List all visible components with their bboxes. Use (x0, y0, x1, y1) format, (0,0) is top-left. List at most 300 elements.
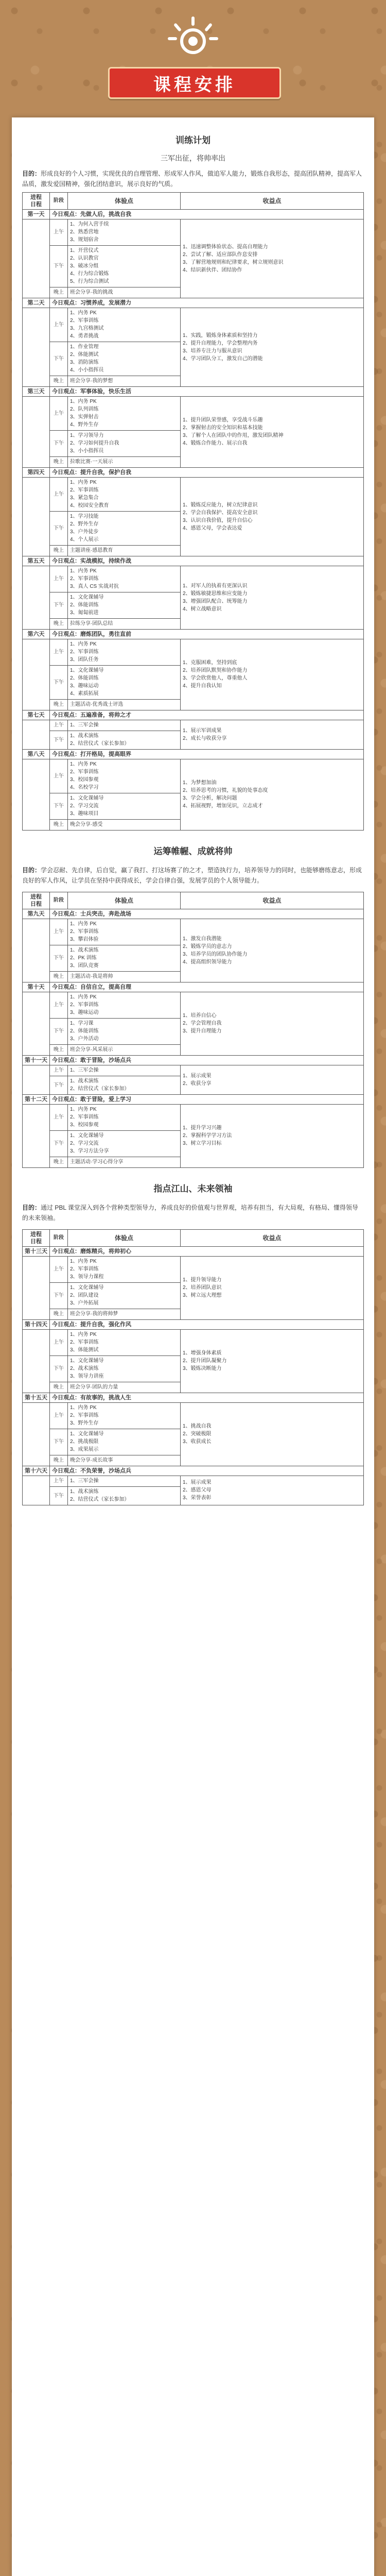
period-label: 下午 (50, 431, 68, 457)
day-label: 第十四天 (23, 1320, 50, 1330)
gain-cell (181, 1257, 364, 1320)
list-item: 1、三军会操 (70, 722, 99, 728)
period-label: 下午 (50, 1429, 68, 1455)
list-item: 2、挑战极限 (70, 1439, 99, 1445)
list-item: 3、成果展示 (70, 1447, 99, 1452)
list-item: 3、野外生存 (70, 1420, 99, 1426)
theme-row (23, 1095, 364, 1105)
list-item: 4、小小指挥员 (70, 367, 104, 373)
period-label: 上午 (50, 1403, 68, 1429)
list-item: 2、体能训练 (70, 1028, 99, 1034)
period-label: 晚上 (50, 1157, 68, 1168)
header-process: 进程 (30, 1231, 42, 1238)
list-item: 主题讲座·感恩教育 (70, 548, 113, 553)
period-label: 下午 (50, 793, 68, 820)
day-theme: 今日观点：自信自立，提高自理 (50, 982, 364, 992)
list-item: 1、提升学习兴趣 (183, 1125, 222, 1131)
period-label: 下午 (50, 1131, 68, 1157)
list-item: 3、户外拓展 (70, 1300, 99, 1306)
list-item: 2、军事训练 (70, 1266, 99, 1272)
experience-cell (68, 566, 181, 592)
day-label: 第十一天 (23, 1056, 50, 1065)
list-item: 3、培养专注力与服从意识 (183, 348, 242, 354)
list-item: 2、结营仪式（家长参加） (70, 1086, 130, 1092)
period-label: 晚上 (50, 287, 68, 298)
list-item: 3、趣味项目 (70, 811, 99, 817)
section-goal-label: 目的： (22, 867, 41, 874)
list-item: 2、感恩父母 (183, 1487, 212, 1493)
list-item: 2、学会自我保护、提高安全意识 (183, 510, 258, 516)
list-item: 1、内务 PK (70, 310, 97, 316)
list-item: 2、认识教官 (70, 256, 99, 261)
list-item: 2、结营仪式（家长参加） (70, 741, 130, 747)
list-item: 3、消防演练 (70, 360, 99, 365)
day-label: 第十五天 (23, 1393, 50, 1403)
day-label: 第八天 (23, 750, 50, 759)
experience-cell (68, 820, 181, 831)
experience-cell (68, 546, 181, 556)
day-label: 第十六天 (23, 1466, 50, 1476)
period-label: 上午 (50, 308, 68, 342)
page-title-banner (108, 67, 281, 99)
list-item: 2、军事训练 (70, 487, 99, 493)
day-spacer (23, 1403, 50, 1466)
header-day-label: 日程 (30, 1239, 42, 1245)
table-row (23, 219, 364, 246)
list-item: 3、领导力课程 (70, 1274, 104, 1280)
experience-cell (68, 1257, 181, 1283)
period-label: 晚上 (50, 972, 68, 982)
section-title: 运筹帷幄、成就将帅 (153, 846, 233, 856)
section-goal (22, 1202, 364, 1223)
list-item: 1、战术演练 (70, 1489, 99, 1495)
day-label: 第十三天 (23, 1247, 50, 1257)
period-label: 晚上 (50, 1045, 68, 1056)
period-label: 下午 (50, 1019, 68, 1045)
experience-cell (68, 639, 181, 666)
period-label: 上午 (50, 1065, 68, 1076)
list-item: 3、荣誉表彰 (183, 1495, 212, 1501)
list-item: 2、培养思考的习惯，礼貌的处事态度 (183, 788, 268, 793)
list-item: 1、内务 PK (70, 641, 97, 647)
day-theme: 今日观点：习惯养成，发展潜力 (50, 298, 364, 308)
list-item: 1、文化课辅导 (70, 668, 104, 673)
period-label: 下午 (50, 731, 68, 750)
list-item: 2、培养团队默契和协作能力 (183, 668, 248, 673)
list-item: 4、结识新伙伴、团结协作 (183, 267, 242, 273)
day-spacer (23, 1065, 50, 1095)
list-item: 1、文化课辅导 (70, 1133, 104, 1139)
experience-cell (68, 1019, 181, 1045)
list-item: 3、破冰分组 (70, 263, 99, 269)
list-item: 3、学会分析，解决问题 (183, 795, 237, 801)
header-period: 阶段 (50, 892, 68, 909)
list-item: 2、军事训练 (70, 769, 99, 775)
period-label: 下午 (50, 592, 68, 619)
list-item: 1、学习技能 (70, 514, 99, 519)
day-spacer (23, 919, 50, 982)
list-item: 2、成长与收获分享 (183, 735, 227, 741)
theme-row (23, 1393, 364, 1403)
theme-row (23, 1320, 364, 1330)
list-item: 3、领导力讲座 (70, 1374, 104, 1379)
list-item: 3、小小指挥员 (70, 448, 104, 454)
period-label: 下午 (50, 246, 68, 287)
period-label: 下午 (50, 1356, 68, 1382)
list-item: 1、提升团队荣誉感，享受战斗乐趣 (183, 417, 263, 423)
period-label: 下午 (50, 342, 68, 376)
experience-cell (68, 759, 181, 793)
list-item: 4、树立战略意识 (183, 606, 222, 612)
period-label: 晚上 (50, 619, 68, 630)
list-item: 1、内务 PK (70, 1405, 97, 1411)
list-item: 1、增强身体素质 (183, 1350, 222, 1356)
list-item: 3、趣味运动 (70, 1010, 99, 1015)
header-experience: 体验点 (68, 1230, 181, 1247)
day-spacer (23, 308, 50, 387)
logo-icon (165, 14, 221, 56)
theme-row (23, 1056, 364, 1065)
table-row (23, 1403, 364, 1429)
gain-cell (181, 639, 364, 710)
list-item: 2、军事训练 (70, 1002, 99, 1008)
day-theme: 今日观点：提升自我，保护自我 (50, 468, 364, 478)
list-item: 1、实践，锻炼身体素质和坚持力 (183, 332, 258, 338)
list-item: 1、战术演练 (70, 947, 99, 953)
period-label: 上午 (50, 1476, 68, 1487)
theme-row (23, 710, 364, 720)
list-item: 1、战术演练 (70, 733, 99, 739)
list-item: 1、内务 PK (70, 921, 97, 927)
list-item: 2、战术演练 (70, 1366, 99, 1371)
list-item: 1、对军人的执着有更深认识 (183, 583, 248, 589)
period-label: 上午 (50, 1105, 68, 1131)
list-item: 3、团队任务 (70, 657, 99, 663)
table-header-row (23, 1230, 364, 1247)
day-label: 第十二天 (23, 1095, 50, 1105)
list-item: 主题活动·优秀战士评选 (70, 702, 124, 707)
period-label: 下午 (50, 1283, 68, 1309)
list-item: 晚会分享·成长故事 (70, 1458, 113, 1463)
experience-cell (68, 592, 181, 619)
experience-cell (68, 1356, 181, 1382)
list-item: 2、野外生存 (70, 521, 99, 527)
period-label: 上午 (50, 919, 68, 945)
table-row (23, 639, 364, 666)
gain-cell (181, 919, 364, 982)
day-spacer (23, 1105, 50, 1168)
gain-cell (181, 397, 364, 468)
table-row (23, 566, 364, 592)
list-item: 3、户外活动 (70, 1036, 99, 1042)
period-label: 下午 (50, 1076, 68, 1095)
day-label: 第九天 (23, 909, 50, 919)
gain-cell (181, 1476, 364, 1505)
day-spacer (23, 992, 50, 1056)
day-label: 第十天 (23, 982, 50, 992)
gain-cell (181, 1330, 364, 1393)
period-label: 晚上 (50, 820, 68, 831)
experience-cell (68, 1382, 181, 1393)
list-item: 2、锻炼学员的意志力 (183, 943, 232, 950)
period-label: 下午 (50, 945, 68, 972)
list-item: 1、三军会操 (70, 1478, 99, 1484)
day-spacer (23, 639, 50, 710)
list-item: 4、锻炼合作能力、展示自我 (183, 440, 248, 446)
list-item: 3、锻炼决断能力 (183, 1366, 222, 1371)
header-day (23, 193, 50, 210)
header-gain: 收益点 (181, 193, 364, 210)
list-item: 3、规划宿舍 (70, 237, 99, 243)
experience-cell (68, 342, 181, 376)
experience-cell (68, 700, 181, 710)
list-item: 3、学习方法分享 (70, 1148, 109, 1154)
day-theme: 今日观点：先做人后，挑战自我 (50, 210, 364, 219)
list-item: 1、迅速调整体验状态、提高自理能力 (183, 244, 268, 250)
experience-cell (68, 457, 181, 468)
section-goal-text: 学会忍耐、先自律，后自觉，赢了我打、打这场赛了的之才，塑造执行力，培养领导力的同时，也能够磨练意志，形成良好的军人作风，让学员在坚持中获得成长，学会自律自强，发展学员的个人领导能力。 (22, 867, 362, 884)
list-item: 3、了解个人在团队中的作用，激发团队精神 (183, 433, 284, 438)
list-item: 2、提升团队凝聚力 (183, 1358, 227, 1364)
list-item: 3、攀岩体验 (70, 937, 99, 942)
period-label: 上午 (50, 219, 68, 246)
day-spacer (23, 1330, 50, 1393)
theme-row (23, 387, 364, 397)
list-item: 主题活动·学习心得分享 (70, 1159, 124, 1165)
experience-cell (68, 1403, 181, 1429)
list-item: 晚会分享·感受 (70, 822, 103, 827)
day-theme: 今日观点：不负荣誉，沙场点兵 (50, 1466, 364, 1476)
day-spacer (23, 1257, 50, 1320)
list-item: 3、真人 CS 实战对抗 (70, 584, 119, 589)
list-item: 1、文化课辅导 (70, 1285, 104, 1291)
list-item: 2、尝试了解、适应部队作息安排 (183, 251, 258, 258)
experience-cell (68, 1065, 181, 1076)
theme-row (23, 630, 364, 639)
day-spacer (23, 219, 50, 298)
period-label: 晚上 (50, 1455, 68, 1466)
list-item: 1、内务 PK (70, 761, 97, 767)
schedule-table (22, 892, 364, 1168)
period-label: 上午 (50, 1257, 68, 1283)
day-spacer (23, 759, 50, 831)
list-item: 2、突破极限 (183, 1431, 212, 1437)
list-item: 2、锻炼敏捷思维和应变能力 (183, 590, 248, 597)
list-item: 3、团队竞赛 (70, 963, 99, 969)
list-item: 2、掌握射击的安全知识和基本技能 (183, 425, 263, 431)
period-label: 上午 (50, 397, 68, 431)
table-row (23, 308, 364, 342)
list-item: 2、体能训练 (70, 675, 99, 681)
header-gain: 收益点 (181, 1230, 364, 1247)
header-experience: 体验点 (68, 193, 181, 210)
list-item: 1、学习课 (70, 1021, 94, 1026)
experience-cell (68, 1157, 181, 1168)
list-item: 3、认识自我价值，提升自信心 (183, 517, 253, 523)
experience-cell (68, 1429, 181, 1455)
list-item: 主题活动·我是将帅 (70, 974, 113, 979)
table-row (23, 919, 364, 945)
list-item: 2、熟悉营地 (70, 229, 99, 235)
list-item: 2、队列训练 (70, 406, 99, 412)
list-item: 2、团队建设 (70, 1293, 99, 1298)
header-gain: 收益点 (181, 892, 364, 909)
list-item: 3、匍匐前进 (70, 610, 99, 616)
table-row (23, 1476, 364, 1487)
header-day (23, 892, 50, 909)
list-item: 1、文化课辅导 (70, 595, 104, 600)
list-item: 1、三军会操 (70, 1067, 99, 1073)
list-item: 4、校园安全教育 (70, 503, 109, 509)
list-item: 4、勇者挑战 (70, 333, 99, 339)
day-label: 第五天 (23, 556, 50, 566)
day-label: 第一天 (23, 210, 50, 219)
day-theme: 今日观点：敢于冒险，沙场点兵 (50, 1056, 364, 1065)
table-row (23, 1065, 364, 1076)
list-item: 班会分享·我的挑战 (70, 290, 113, 295)
day-spacer (23, 566, 50, 630)
experience-cell (68, 376, 181, 387)
list-item: 3、树立远大理想 (183, 1293, 222, 1298)
table-row (23, 1105, 364, 1131)
period-label: 上午 (50, 566, 68, 592)
day-label: 第三天 (23, 387, 50, 397)
day-theme: 今日观点：磨炼团队，勇往直前 (50, 630, 364, 639)
list-item: 1、文化课辅导 (70, 1358, 104, 1364)
experience-cell (68, 731, 181, 750)
list-item: 1、战术演练 (70, 1078, 99, 1084)
list-item: 1、作业管理 (70, 344, 99, 350)
day-theme: 今日观点：打开格局，提高眼界 (50, 750, 364, 759)
table-row (23, 397, 364, 431)
list-item: 4、感恩父母，学会表达爱 (183, 525, 242, 531)
list-item: 3、九宫格测试 (70, 326, 104, 331)
list-item: 2、提升自理能力，学会整理内务 (183, 340, 258, 346)
period-label: 下午 (50, 512, 68, 546)
list-item: 1、展示成果 (183, 1480, 212, 1485)
period-label: 上午 (50, 639, 68, 666)
list-item: 2、PK 训练 (70, 955, 97, 961)
list-item: 4、素质拓展 (70, 691, 99, 697)
list-item: 3、校园参观 (70, 1122, 99, 1128)
list-item: 1、开营仪式 (70, 248, 99, 253)
period-label: 下午 (50, 1487, 68, 1505)
list-item: 2、军事训练 (70, 576, 99, 582)
gain-cell (181, 720, 364, 750)
list-item: 2、军事训练 (70, 318, 99, 324)
list-item: 3、树立学习目标 (183, 1141, 222, 1146)
list-item: 4、名校学习 (70, 785, 99, 790)
list-item: 3、户外徒步 (70, 529, 99, 535)
experience-cell (68, 720, 181, 731)
experience-cell (68, 397, 181, 431)
list-item: 2、军事训练 (70, 1413, 99, 1418)
experience-cell (68, 793, 181, 820)
section-goal-label: 目的： (22, 1204, 41, 1211)
list-item: 1、文化课辅导 (70, 795, 104, 801)
experience-cell (68, 1476, 181, 1487)
day-theme: 今日观点：实战模拟，持续作战 (50, 556, 364, 566)
list-item: 1、内务 PK (70, 480, 97, 485)
list-item: 2、军事训练 (70, 1114, 99, 1120)
list-item: 2、军事训练 (70, 1340, 99, 1345)
header-process: 进程 (30, 894, 42, 900)
experience-cell (68, 972, 181, 982)
list-item: 1、培养自信心 (183, 1013, 217, 1019)
experience-cell (68, 431, 181, 457)
period-label: 上午 (50, 759, 68, 793)
list-item: 1、内务 PK (70, 399, 97, 404)
day-label: 第四天 (23, 468, 50, 478)
list-item: 2、学习如何提升自我 (70, 440, 119, 446)
gain-cell (181, 308, 364, 387)
gain-cell (181, 566, 364, 630)
list-item: 1、提升领导能力 (183, 1277, 222, 1283)
schedule-table (22, 192, 364, 831)
experience-cell (68, 1045, 181, 1056)
list-item: 1、学习领导力 (70, 433, 104, 438)
table-row (23, 759, 364, 793)
experience-cell (68, 919, 181, 945)
header (0, 0, 386, 113)
list-item: 3、提升自理能力 (183, 1028, 222, 1034)
experience-cell (68, 666, 181, 700)
list-item: 4、行为综合锻炼 (70, 271, 109, 277)
theme-row (23, 468, 364, 478)
day-theme: 今日观点：敢于冒险，爱上学习 (50, 1095, 364, 1105)
list-item: 4、个人展示 (70, 537, 99, 543)
list-item: 1、锻炼反应能力，树立纪律意识 (183, 502, 258, 508)
table-row (23, 478, 364, 512)
list-item: 1、克服困难，坚持到底 (183, 660, 237, 666)
list-item: 5、行为综合测试 (70, 279, 109, 284)
day-theme: 今日观点：磨炼精兵，将帅初心 (50, 1247, 364, 1257)
schedule-sheet (12, 117, 374, 2576)
list-item: 2、收获分享 (183, 1080, 212, 1087)
list-item: 班会分享·风采展示 (70, 1047, 113, 1053)
experience-cell (68, 1487, 181, 1505)
doc-title: 训练计划 (176, 135, 210, 145)
list-item: 拉歌比赛·一天展示 (70, 459, 113, 465)
list-item: 3、体能测试 (70, 1347, 99, 1353)
period-label: 上午 (50, 478, 68, 512)
list-item: 2、结营仪式（家长参加） (70, 1497, 130, 1502)
table-row (23, 1330, 364, 1356)
theme-row (23, 750, 364, 759)
experience-cell (68, 478, 181, 512)
list-item: 4、拓展视野，增加见识，立志成才 (183, 803, 263, 809)
period-label: 下午 (50, 666, 68, 700)
header-day (23, 1230, 50, 1247)
experience-cell (68, 1309, 181, 1320)
experience-cell (68, 1330, 181, 1356)
period-label: 晚上 (50, 457, 68, 468)
day-theme: 今日观点：有故事的，挑战人生 (50, 1393, 364, 1403)
list-item: 3、了解营地规则和纪律要求，树立规则意识 (183, 259, 284, 265)
period-label: 上午 (50, 720, 68, 731)
goal-text: 目的：形成良好的个人习惯，实现优良的自理管理、形成军人作风，做追军人能力，锻炼自我形态，提高团队精神，提高军人品质，激发爱国精神，强化团结意识，展示良好的气质。 (22, 170, 362, 188)
period-label: 晚上 (50, 1309, 68, 1320)
section-goal-text: 通过 PBL 课堂深入到各个营种类型领导力，养成良好的价值观与世界观，培养有担当，有大局观，有格局、懂得领导的未来领袖。 (22, 1204, 358, 1222)
table-header-row (23, 892, 364, 909)
list-item: 1、内务 PK (70, 1332, 97, 1337)
experience-cell (68, 308, 181, 342)
period-label: 晚上 (50, 546, 68, 556)
experience-cell (68, 1455, 181, 1466)
list-item: 3、培养学员的团队协作能力 (183, 951, 248, 957)
day-spacer (23, 1476, 50, 1505)
page-title: 课程安排 (153, 75, 236, 95)
